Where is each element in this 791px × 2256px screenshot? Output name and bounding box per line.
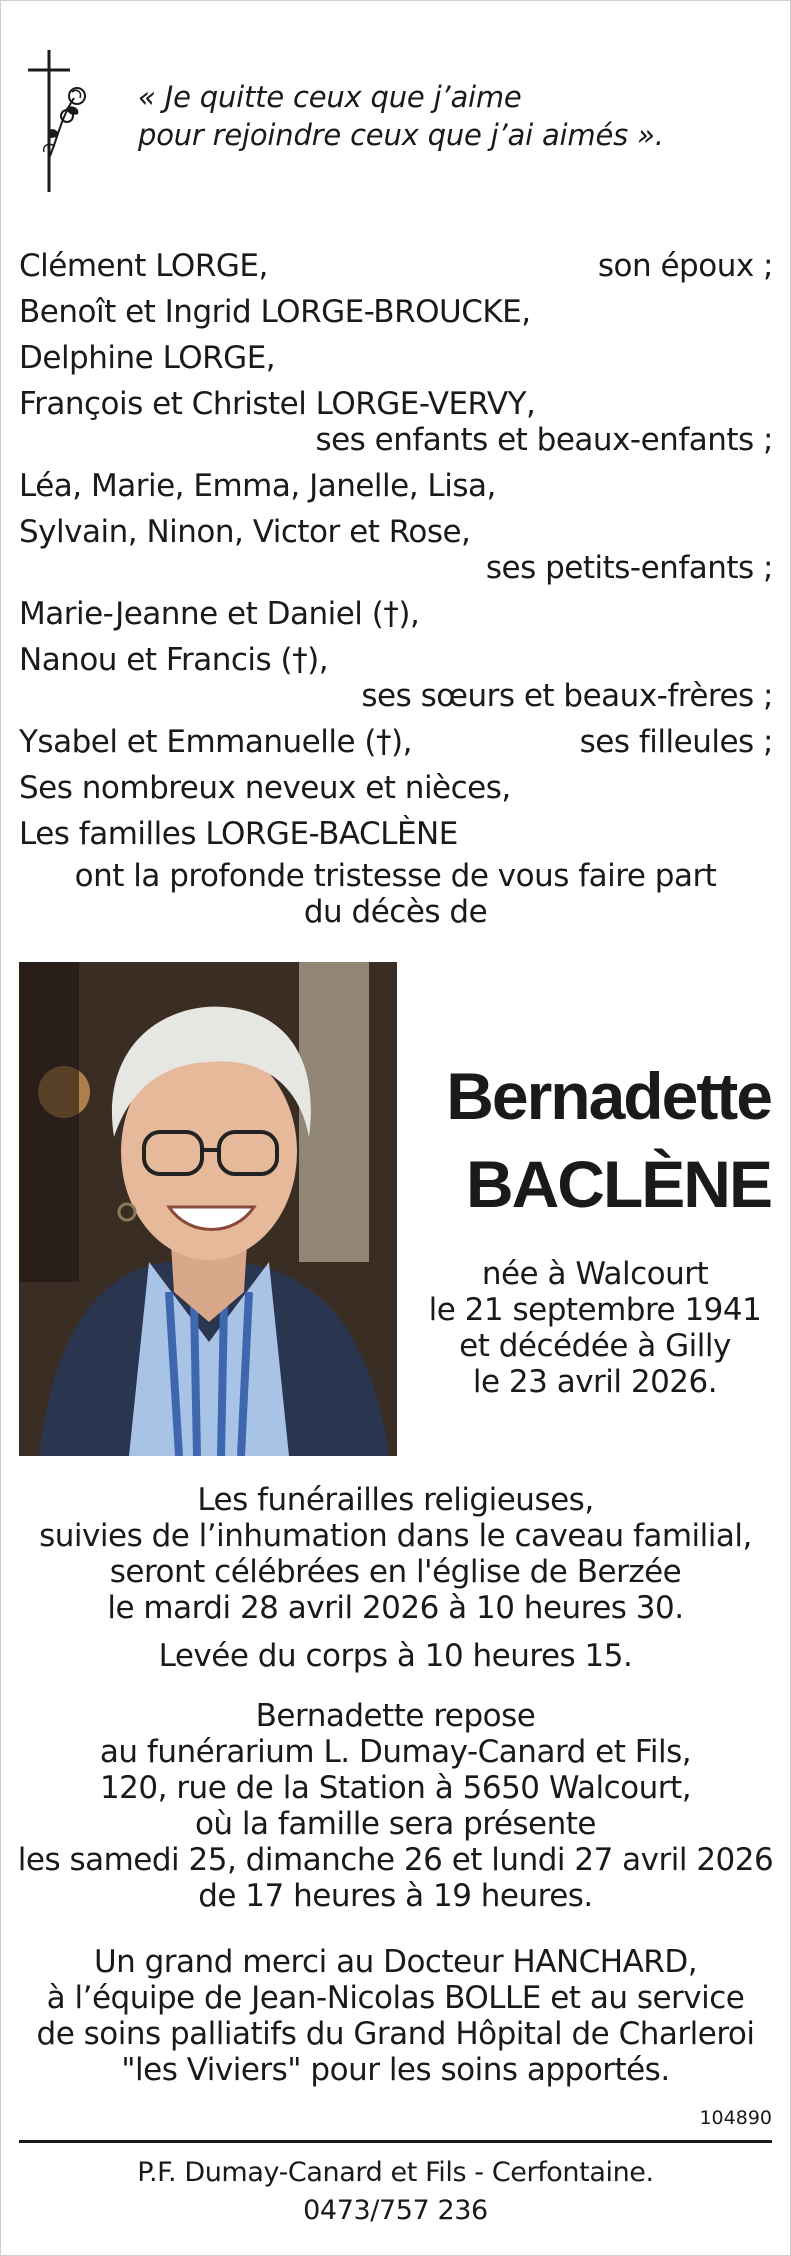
funeral-home-phone: 0473/757 236 — [303, 2195, 488, 2226]
thanks-line: Un grand merci au Docteur HANCHARD, — [93, 1944, 698, 1980]
deceased-first-name: Bernadette — [446, 1059, 771, 1133]
footer-divider — [19, 2140, 772, 2143]
quote-line: « Je quitte ceux que j’aime — [138, 80, 522, 114]
children-role: ses enfants et beaux-enfants ; — [315, 422, 773, 458]
funeral-line: le mardi 28 avril 2026 à 10 heures 30. — [107, 1590, 684, 1626]
goddaughters-name: Ysabel et Emmanuelle (†), — [19, 724, 412, 760]
repose-line: Bernadette repose — [255, 1698, 536, 1734]
repose-line: les samedi 25, dimanche 26 et lundi 27 avril 2026 — [17, 1842, 774, 1878]
funeral-line: suivies de l’inhumation dans le caveau familial, — [39, 1518, 752, 1554]
grandchildren-names: Léa, Marie, Emma, Janelle, Lisa, — [19, 468, 496, 504]
other-relatives: Ses nombreux neveux et nièces, — [19, 770, 511, 806]
repose-line: 120, rue de la Station à 5650 Walcourt, — [99, 1770, 692, 1806]
thanks-line: de soins palliatifs du Grand Hôpital de Charleroi — [36, 2016, 755, 2052]
cross-with-rose-icon — [22, 46, 92, 196]
spouse-name: Clément LORGE, — [19, 248, 268, 284]
funeral-line: seront célébrées en l'église de Berzée — [109, 1554, 682, 1590]
deceased-dates — [410, 1256, 780, 1400]
funeral-home-name: P.F. Dumay-Canard et Fils - Cerfontaine. — [137, 2157, 654, 2188]
portrait-illustration — [19, 962, 397, 1456]
portrait-photo — [19, 962, 397, 1456]
repose-line: de 17 heures à 19 heures. — [198, 1878, 593, 1914]
goddaughters-role: ses filleules ; — [579, 724, 773, 760]
epitaph-quote — [138, 78, 664, 154]
child-name: Delphine LORGE, — [19, 340, 276, 376]
spouse-role: son époux ; — [597, 248, 773, 284]
siblings-role: ses sœurs et beaux-frères ; — [361, 678, 773, 714]
other-relatives: Les familles LORGE-BACLÈNE — [19, 816, 458, 852]
sibling-name: Marie-Jeanne et Daniel (†), — [19, 596, 420, 632]
announcement-line: ont la profonde tristesse de vous faire part — [74, 858, 717, 894]
date-line: le 21 septembre 1941 — [428, 1292, 762, 1328]
quote-line: pour rejoindre ceux que j’ai aimés ». — [138, 118, 664, 152]
deceased-last-name: BACLÈNE — [465, 1147, 771, 1221]
date-line: et décédée à Gilly — [459, 1328, 731, 1364]
reference-number: 104890 — [699, 2107, 772, 2129]
repose-line: où la famille sera présente — [194, 1806, 597, 1842]
repose-line: au funérarium L. Dumay-Canard et Fils, — [99, 1734, 692, 1770]
thanks-line: "les Viviers" pour les soins apportés. — [121, 2052, 670, 2088]
family-row-goddaughters — [19, 724, 773, 760]
family-row-spouse — [19, 248, 773, 284]
date-line: le 23 avril 2026. — [472, 1364, 718, 1400]
levee-line: Levée du corps à 10 heures 15. — [158, 1638, 633, 1674]
child-name: Benoît et Ingrid LORGE-BROUCKE, — [19, 294, 531, 330]
thanks-line: à l’équipe de Jean-Nicolas BOLLE et au service — [46, 1980, 745, 2016]
grandchildren-names: Sylvain, Ninon, Victor et Rose, — [19, 514, 471, 550]
date-line: née à Walcourt — [481, 1256, 709, 1292]
child-name: François et Christel LORGE-VERVY, — [19, 386, 536, 422]
sibling-name: Nanou et Francis (†), — [19, 642, 329, 678]
grandchildren-role: ses petits-enfants ; — [485, 550, 773, 586]
announcement-line: du décès de — [303, 894, 488, 930]
funeral-line: Les funérailles religieuses, — [197, 1482, 594, 1518]
